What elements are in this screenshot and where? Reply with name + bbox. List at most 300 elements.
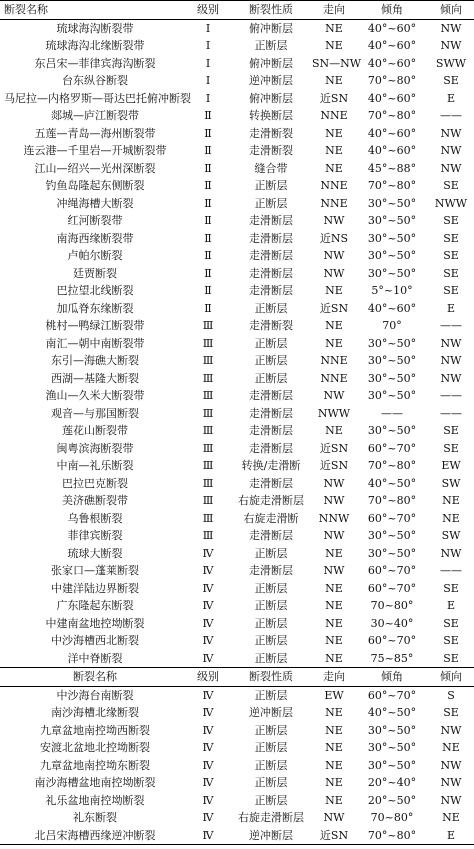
dip-cell: 30°~50° <box>367 266 417 280</box>
dip-direction-cell: SE <box>443 249 459 263</box>
dip-direction-cell: SE <box>443 231 459 245</box>
nature-cell: 正断层 <box>254 651 288 665</box>
strike-cell: NNE <box>320 196 348 210</box>
strike-cell: NE <box>325 793 343 807</box>
repeated-header-row <box>0 668 474 687</box>
table-row <box>0 739 474 757</box>
table-row <box>0 827 474 845</box>
strike-cell: NW <box>323 494 345 508</box>
dip-cell: 40°~60° <box>367 56 417 70</box>
dip-cell: 30°~50° <box>367 249 417 263</box>
nature-cell: 走滑断层 <box>249 284 293 298</box>
header-level: 级别 <box>186 1 230 20</box>
level-cell: Ⅳ <box>202 651 214 665</box>
dip-cell: —— <box>381 406 403 420</box>
fault-name-cell: 北吕宋海槽西缘逆冲断裂 <box>0 827 186 845</box>
dip-direction-cell: S <box>447 688 455 702</box>
strike-cell: 近SN <box>312 827 356 845</box>
fault-name-cell: 廷贾断裂 <box>73 266 117 280</box>
level-cell: Ⅱ <box>204 284 212 298</box>
strike-cell: NE <box>325 599 343 613</box>
fault-name-cell: 西湖—基隆大断裂 <box>51 371 139 385</box>
dip-direction-cell: SE <box>443 424 459 438</box>
nature-cell: 右旋走滑断层 <box>238 494 304 508</box>
nature-cell: 正断层 <box>254 179 288 193</box>
dip-cell: 70°~80° <box>367 109 417 123</box>
nature-cell: 走滑断层 <box>249 441 293 455</box>
level-cell: Ⅲ <box>202 406 214 420</box>
fault-name-cell: 中建南盆地控坳断裂 <box>45 616 145 630</box>
strike-cell: NE <box>325 706 343 720</box>
table-row <box>0 475 474 493</box>
level-cell: Ⅲ <box>202 336 214 350</box>
dip-direction-cell: —— <box>440 319 462 333</box>
dip-cell: 30°~50° <box>367 214 417 228</box>
dip-cell: 45°~88° <box>367 161 417 175</box>
nature-cell: 正断层 <box>254 354 288 368</box>
dip-direction-cell: SE <box>443 266 459 280</box>
dip-direction-cell: —— <box>440 389 462 403</box>
dip-direction-cell: SE <box>443 706 459 720</box>
strike-cell: NW <box>323 476 345 490</box>
dip-direction-cell: E <box>446 301 456 315</box>
nature-cell: 右旋走滑断层 <box>238 811 304 825</box>
level-cell: Ⅲ <box>202 389 214 403</box>
nature-cell: 走滑断裂 <box>249 126 293 140</box>
level-cell: Ⅲ <box>202 459 214 473</box>
nature-cell: 右旋走滑断 <box>243 511 299 525</box>
dip-direction-cell: E <box>428 827 474 845</box>
fault-name-cell: 冲绳海槽大断裂 <box>56 196 134 210</box>
nature-cell: 俯冲断层 <box>249 56 293 70</box>
fault-name-cell: 中建洋陆边界断裂 <box>51 581 139 595</box>
dip-cell: 20°~50° <box>367 793 417 807</box>
fault-name-cell: 渔山—久米大断裂带 <box>45 389 145 403</box>
level-cell: Ⅲ <box>202 511 214 525</box>
strike-cell: NE <box>325 651 343 665</box>
fault-name-cell: 中沙海槽西北断裂 <box>51 634 139 648</box>
level-cell: Ⅱ <box>204 231 212 245</box>
dip-direction-cell: NE <box>442 811 460 825</box>
strike-cell: SN—NW <box>312 56 362 70</box>
dip-direction-cell: SW <box>441 529 461 543</box>
nature-cell: 走滑断层 <box>249 249 293 263</box>
nature-cell: 走滑断层 <box>249 389 293 403</box>
fault-name-cell: 琉球海沟断裂带 <box>56 21 134 35</box>
table-row <box>0 405 474 423</box>
table-row <box>0 686 474 704</box>
dip-cell: 30°~50° <box>367 741 417 755</box>
dip-cell: 30°~50° <box>367 529 417 543</box>
fault-name-cell: 琉球海沟北缘断裂带 <box>45 39 145 53</box>
dip-cell: 60°~70° <box>367 441 417 455</box>
table-row <box>0 300 474 318</box>
fault-name-cell: 南沙海槽盆地南控坳断裂 <box>34 776 156 790</box>
nature-cell: 走滑断层 <box>249 266 293 280</box>
dip-cell: 30°~50° <box>367 196 417 210</box>
level-cell: Ⅳ <box>202 706 214 720</box>
fault-name-cell: 南海西缘断裂带 <box>56 231 134 245</box>
strike-cell: NNE <box>320 179 348 193</box>
nature-cell: 俯冲断层 <box>249 91 293 105</box>
table-row <box>0 615 474 633</box>
strike-cell: 近SN <box>319 91 349 105</box>
dip-cell: 30°~50° <box>367 758 417 772</box>
dip-cell: 60°~70° <box>367 688 417 702</box>
dip-direction-cell: —— <box>440 406 462 420</box>
fault-name-cell: 广东隆起东断裂 <box>56 599 134 613</box>
nature-cell: 逆冲断层 <box>249 706 293 720</box>
dip-direction-cell: NW <box>440 161 462 175</box>
strike-cell: NW <box>323 389 345 403</box>
fault-name-cell: 断裂名称 <box>0 668 186 687</box>
dip-direction-cell: SWW <box>435 56 467 70</box>
level-cell: Ⅲ <box>202 319 214 333</box>
strike-cell: NW <box>323 266 345 280</box>
level-cell: Ⅰ <box>205 74 211 88</box>
table-row <box>0 440 474 458</box>
strike-cell: NE <box>325 758 343 772</box>
nature-cell: 正断层 <box>254 546 288 560</box>
level-cell: Ⅱ <box>204 249 212 263</box>
dip-cell: 70~80° <box>370 599 414 613</box>
table-body <box>0 19 474 845</box>
level-cell: Ⅱ <box>204 214 212 228</box>
dip-direction-cell: NW <box>440 371 462 385</box>
dip-cell: 70°~80° <box>367 74 417 88</box>
strike-cell: NE <box>325 336 343 350</box>
level-cell: Ⅱ <box>204 266 212 280</box>
dip-direction-cell: NW <box>440 546 462 560</box>
strike-cell: NW <box>323 249 345 263</box>
dip-cell: 40°~60° <box>367 126 417 140</box>
header-fault-name: 断裂名称 <box>0 1 186 20</box>
nature-cell: 走滑断层 <box>249 529 293 543</box>
fault-name-cell: 江山—绍兴—光州深断裂 <box>34 161 156 175</box>
table-row <box>0 72 474 90</box>
dip-direction-cell: NE <box>442 511 460 525</box>
nature-cell: 转换/走滑断 <box>241 459 301 473</box>
table-row <box>0 722 474 740</box>
header-strike: 走向 <box>312 1 356 20</box>
nature-cell: 正断层 <box>254 371 288 385</box>
dip-cell: 30°~50° <box>367 546 417 560</box>
dip-cell: 70°~80° <box>356 827 428 845</box>
fault-name-cell: 中南—礼乐断裂 <box>56 459 134 473</box>
dip-direction-cell: —— <box>440 564 462 578</box>
dip-cell: 70° <box>382 319 402 333</box>
nature-cell: 走滑断层 <box>249 424 293 438</box>
level-cell: Ⅲ <box>202 529 214 543</box>
fault-name-cell: 郯城—庐江断裂带 <box>51 109 139 123</box>
table-row <box>0 177 474 195</box>
level-cell: Ⅱ <box>204 196 212 210</box>
dip-direction-cell: NW <box>440 793 462 807</box>
dip-direction-cell: E <box>446 91 456 105</box>
header-dip: 倾角 <box>356 1 428 20</box>
dip-direction-cell: NW <box>440 144 462 158</box>
strike-cell: NNW <box>318 511 350 525</box>
dip-cell: 倾角 <box>356 668 428 687</box>
table-row <box>0 387 474 405</box>
strike-cell: 近SN <box>319 441 349 455</box>
dip-cell: 70°~80° <box>367 459 417 473</box>
dip-cell: 75~85° <box>370 651 414 665</box>
level-cell: 级别 <box>186 668 230 687</box>
strike-cell: NE <box>325 21 343 35</box>
level-cell: Ⅰ <box>205 56 211 70</box>
strike-cell: 近SN <box>319 301 349 315</box>
level-cell: Ⅳ <box>202 793 214 807</box>
fault-name-cell: 马尼拉—内格罗斯—哥达巴托俯冲断裂 <box>4 91 191 105</box>
level-cell: Ⅱ <box>204 301 212 315</box>
table-row <box>0 562 474 580</box>
table-header-row <box>0 1 474 20</box>
level-cell: Ⅲ <box>202 441 214 455</box>
level-cell: Ⅳ <box>202 546 214 560</box>
fault-name-cell: 九章盆地南控坳西断裂 <box>40 723 150 737</box>
table-row <box>0 510 474 528</box>
level-cell: Ⅲ <box>202 371 214 385</box>
nature-cell: 转换断层 <box>249 109 293 123</box>
table-row <box>0 37 474 55</box>
fault-name-cell: 闽粤滨海断裂带 <box>56 441 134 455</box>
table-row <box>0 809 474 827</box>
nature-cell: 正断层 <box>254 301 288 315</box>
level-cell: Ⅳ <box>202 758 214 772</box>
dip-direction-cell: NW <box>440 39 462 53</box>
level-cell: Ⅳ <box>202 616 214 630</box>
level-cell: Ⅳ <box>202 581 214 595</box>
table-row <box>0 230 474 248</box>
nature-cell: 正断层 <box>254 336 288 350</box>
dip-cell: 30°~50° <box>367 354 417 368</box>
table-row <box>0 774 474 792</box>
header-dip-direction: 倾向 <box>428 1 474 20</box>
level-cell: Ⅳ <box>202 599 214 613</box>
dip-direction-cell: SE <box>443 441 459 455</box>
strike-cell: NNE <box>320 371 348 385</box>
level-cell: Ⅳ <box>202 723 214 737</box>
level-cell: Ⅲ <box>202 494 214 508</box>
strike-cell: NE <box>325 616 343 630</box>
dip-direction-cell: SE <box>443 581 459 595</box>
nature-cell: 俯冲断层 <box>249 21 293 35</box>
table-row <box>0 125 474 143</box>
strike-cell: NE <box>325 546 343 560</box>
nature-cell: 正断层 <box>254 758 288 772</box>
nature-cell: 断裂性质 <box>230 668 312 687</box>
strike-cell: NE <box>325 126 343 140</box>
dip-direction-cell: —— <box>440 109 462 123</box>
dip-direction-cell: NW <box>440 723 462 737</box>
dip-cell: 30°~50° <box>367 424 417 438</box>
dip-direction-cell: SE <box>443 634 459 648</box>
strike-cell: NE <box>325 39 343 53</box>
table-row <box>0 160 474 178</box>
dip-direction-cell: EW <box>441 459 461 473</box>
nature-cell: 正断层 <box>254 793 288 807</box>
dip-cell: 30~40° <box>370 616 414 630</box>
fault-name-cell: 张家口—蓬莱断裂 <box>51 564 139 578</box>
table-row <box>0 704 474 722</box>
fault-name-cell: 五莲—青岛—海州断裂带 <box>34 126 156 140</box>
strike-cell: NE <box>325 723 343 737</box>
strike-cell: NE <box>325 741 343 755</box>
strike-cell: NE <box>325 319 343 333</box>
dip-cell: 40°~60° <box>367 301 417 315</box>
dip-direction-cell: SE <box>443 179 459 193</box>
nature-cell: 正断层 <box>254 776 288 790</box>
dip-cell: 40°~60° <box>367 39 417 53</box>
nature-cell: 正断层 <box>254 616 288 630</box>
level-cell: Ⅱ <box>204 161 212 175</box>
table-row <box>0 282 474 300</box>
table-row <box>0 335 474 353</box>
level-cell: Ⅳ <box>202 776 214 790</box>
fault-name-cell: 南沙海槽北缘断裂 <box>51 706 139 720</box>
table-row <box>0 19 474 37</box>
strike-cell: NE <box>325 161 343 175</box>
fault-name-cell: 礼乐盆地南控坳断裂 <box>45 793 145 807</box>
dip-direction-cell: 倾向 <box>428 668 474 687</box>
table-row <box>0 107 474 125</box>
dip-cell: 40°~50° <box>367 476 417 490</box>
dip-direction-cell: SE <box>443 616 459 630</box>
strike-cell: NWW <box>317 406 351 420</box>
table-row <box>0 632 474 650</box>
fault-name-cell: 礼东断裂 <box>73 811 117 825</box>
fault-name-cell: 卢帕尔断裂 <box>67 249 123 263</box>
dip-direction-cell: NW <box>440 354 462 368</box>
dip-direction-cell: NW <box>440 336 462 350</box>
table-row <box>0 247 474 265</box>
dip-cell: 5°~10° <box>371 284 413 298</box>
strike-cell: NW <box>323 214 345 228</box>
nature-cell: 走滑断层 <box>249 231 293 245</box>
dip-cell: 60°~70° <box>367 564 417 578</box>
fault-name-cell: 加瓜脊东缘断裂 <box>56 301 134 315</box>
table-row <box>0 265 474 283</box>
dip-cell: 60°~70° <box>367 581 417 595</box>
table-row <box>0 55 474 73</box>
strike-cell: 近NS <box>319 231 349 245</box>
dip-direction-cell: NW <box>440 21 462 35</box>
dip-direction-cell: NW <box>440 758 462 772</box>
strike-cell: NW <box>323 564 345 578</box>
dip-cell: 40°~60° <box>367 91 417 105</box>
nature-cell: 正断层 <box>254 688 288 702</box>
dip-cell: 70~80° <box>370 811 414 825</box>
strike-cell: NNE <box>320 354 348 368</box>
strike-cell: NE <box>325 144 343 158</box>
level-cell: Ⅲ <box>202 476 214 490</box>
fault-name-cell: 九章盆地南控坳东断裂 <box>40 758 150 772</box>
level-cell: Ⅰ <box>205 21 211 35</box>
nature-cell: 正断层 <box>254 599 288 613</box>
level-cell: Ⅳ <box>202 811 214 825</box>
dip-cell: 20°~40° <box>367 776 417 790</box>
strike-cell: NE <box>325 74 343 88</box>
fault-name-cell: 连云港—千里岩—开城断裂带 <box>23 144 167 158</box>
table-row <box>0 650 474 668</box>
level-cell: Ⅳ <box>202 741 214 755</box>
table-row <box>0 492 474 510</box>
nature-cell: 正断层 <box>254 581 288 595</box>
dip-cell: 60°~70° <box>367 634 417 648</box>
dip-cell: 30°~50° <box>367 336 417 350</box>
table-row <box>0 422 474 440</box>
nature-cell: 走滑断裂 <box>249 144 293 158</box>
level-cell: Ⅱ <box>204 109 212 123</box>
level-cell: Ⅲ <box>202 354 214 368</box>
table-row <box>0 90 474 108</box>
fault-name-cell: 菲律宾断裂 <box>67 529 123 543</box>
fault-name-cell: 台东纵谷断裂 <box>62 74 128 88</box>
dip-cell: 60°~70° <box>367 511 417 525</box>
level-cell: Ⅱ <box>204 179 212 193</box>
dip-cell: 40°~60° <box>367 21 417 35</box>
fault-name-cell: 莲花山断裂带 <box>62 424 128 438</box>
fault-name-cell: 中沙海台南断裂 <box>56 688 134 702</box>
dip-direction-cell: NWW <box>434 196 468 210</box>
dip-cell: 70°~80° <box>367 179 417 193</box>
table-row <box>0 792 474 810</box>
strike-cell: NW <box>323 811 345 825</box>
level-cell: Ⅳ <box>186 827 230 845</box>
fault-name-cell: 东引—海礁大断裂 <box>51 354 139 368</box>
table-row <box>0 545 474 563</box>
level-cell: Ⅱ <box>204 126 212 140</box>
dip-direction-cell: SE <box>443 214 459 228</box>
fault-name-cell: 琉球大断裂 <box>67 546 123 560</box>
table-row <box>0 195 474 213</box>
fault-name-cell: 南汇—朝中南断裂带 <box>45 336 145 350</box>
table-row <box>0 457 474 475</box>
nature-cell: 走滑断裂 <box>249 319 293 333</box>
strike-cell: NE <box>325 581 343 595</box>
strike-cell: NE <box>325 634 343 648</box>
fault-name-cell: 安渡北盆地北控坳断裂 <box>40 741 150 755</box>
table-row <box>0 580 474 598</box>
dip-direction-cell: SE <box>443 651 459 665</box>
dip-direction-cell: SE <box>443 284 459 298</box>
dip-cell: 30°~50° <box>367 389 417 403</box>
fault-name-cell: 巴拉望北线断裂 <box>56 284 134 298</box>
header-nature: 断裂性质 <box>230 1 312 20</box>
nature-cell: 正断层 <box>254 741 288 755</box>
fault-name-cell: 洋中脊断裂 <box>67 651 123 665</box>
level-cell: Ⅱ <box>204 144 212 158</box>
table-row <box>0 212 474 230</box>
nature-cell: 正断层 <box>254 39 288 53</box>
nature-cell: 正断层 <box>254 634 288 648</box>
fault-name-cell: 乌鲁根断裂 <box>67 511 123 525</box>
nature-cell: 走滑断层 <box>249 476 293 490</box>
strike-cell: NE <box>325 284 343 298</box>
nature-cell: 逆冲断层 <box>230 827 312 845</box>
table-row <box>0 317 474 335</box>
fault-name-cell: 红河断裂带 <box>67 214 123 228</box>
dip-cell: 40°~50° <box>367 706 417 720</box>
dip-direction-cell: NE <box>442 494 460 508</box>
table-row <box>0 352 474 370</box>
fault-name-cell: 钓鱼岛隆起东侧断裂 <box>45 179 145 193</box>
strike-cell: EW <box>324 688 344 702</box>
nature-cell: 走滑断层 <box>249 214 293 228</box>
nature-cell: 走滑断层 <box>249 406 293 420</box>
level-cell: Ⅳ <box>202 564 214 578</box>
